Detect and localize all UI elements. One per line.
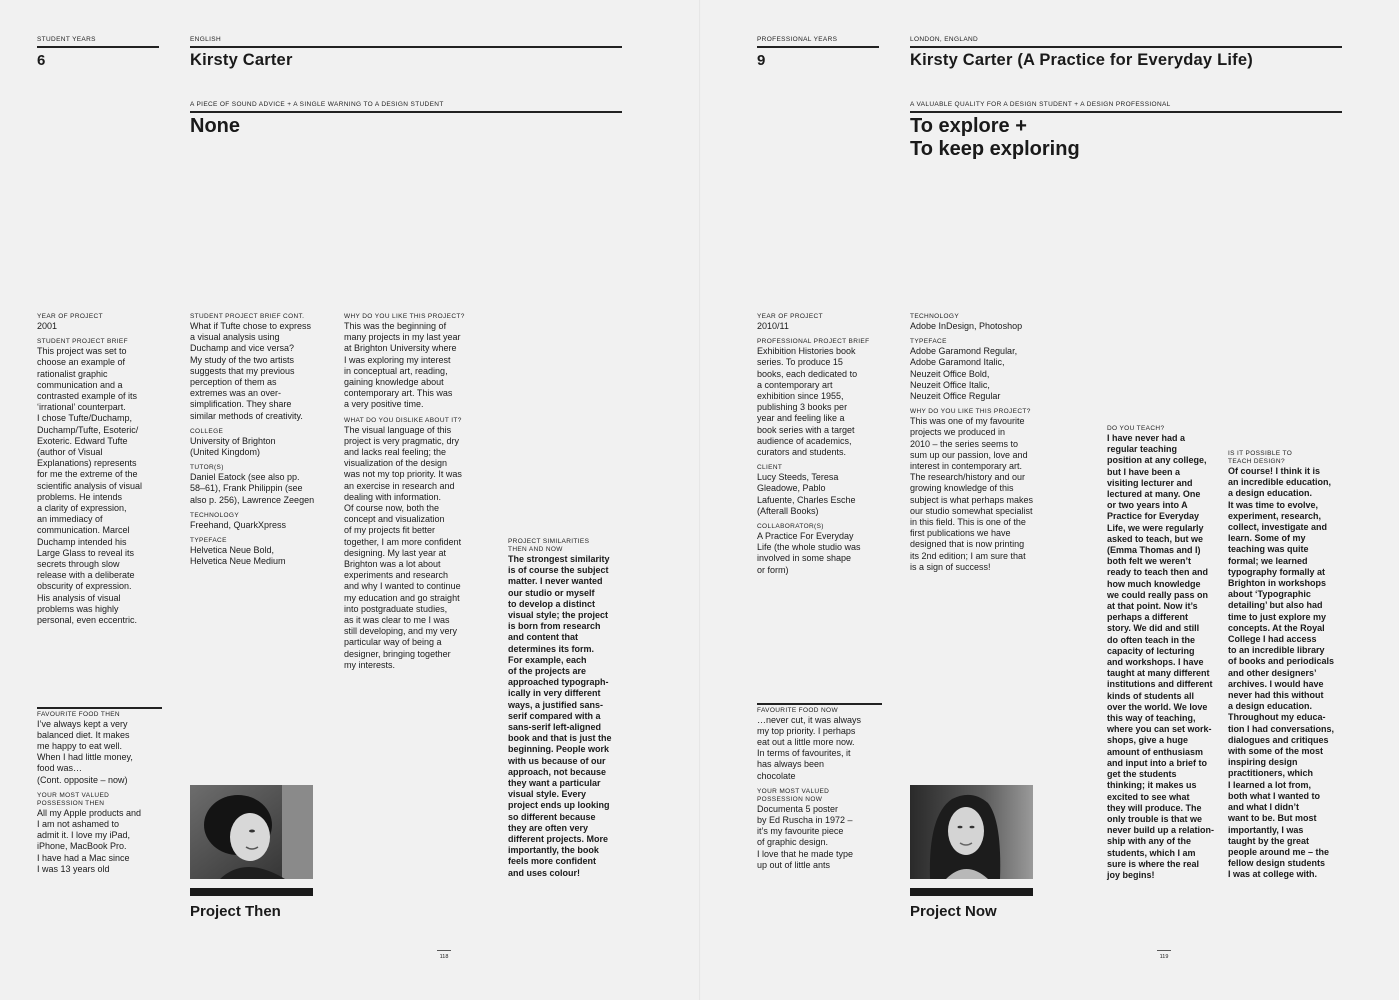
field-label: STUDENT PROJECT BRIEF (37, 338, 128, 346)
favourite-food-now (757, 707, 882, 782)
quality-block (910, 101, 1342, 161)
valued-possession-then (37, 792, 162, 875)
client (757, 464, 882, 517)
field-value: 2010/11 (757, 321, 789, 331)
field-label: WHAT DO YOU DISLIKE ABOUT IT? (344, 416, 462, 424)
field-value: This was the beginning of many projects in my last year at Brighton University where I was exploring my interest in conceptual art, reading, gaining knowledge about contemporary art. This was a very positive time. (344, 321, 461, 410)
quality-label: A VALUABLE QUALITY FOR A DESIGN STUDENT + A DESIGN PROFESSIONAL (910, 101, 1171, 108)
field-label: WHY DO YOU LIKE THIS PROJECT? (344, 313, 465, 320)
caption-bar (910, 888, 1033, 896)
field-value: This project was set to choose an example of rationalist graphic communication and a contrasted example of its ‘irrational’ counterpart. I chose Tufte/Duchamp, Duchamp/Tufte, Esoteric/ Exoteric. Edward Tufte (author of Visual Explanations) represents for me the extreme of the scientific analysis of visual problems. He intends a clarity of expression, an immediacy of communication. Marcel Duchamp intended his Large Glass to reveal its secrets through slow release with a deliberate obscurity of expression. His analysis of visual problems was highly personal, even eccentric. (37, 346, 143, 626)
caption-project-then: Project Then (190, 903, 281, 920)
field-value: Exhibition Histories book series. To produce 15 books, each dedicated to a contemporary art exhibition since 1955, publishing 3 books per year and feeling like a book series with a target audience of academics, curators and students. (757, 346, 858, 458)
field-label: TUTOR(S) (190, 464, 224, 472)
field-label: TECHNOLOGY (190, 511, 240, 519)
field-label: CLIENT (757, 464, 783, 472)
page-number-rule (437, 950, 451, 951)
field-value: The visual language of this project is very pragmatic, dry and lacks real feeling; the visualization of the design was not my top priority. It was an exercise in research and dealing with information. Of course now, both the concept and visualization of my projects fit better together, I am more confident designing. My last year at Brighton was a lot about experiments and research and why I wanted to continue my education and go straight into postgraduate studies, as it was clear to me I was still developing, and my very particular way of being a designer, bringing together my interests. (344, 424, 462, 670)
typeface (190, 537, 338, 567)
caption-bar (190, 888, 313, 896)
name-header-right (910, 36, 1342, 70)
field-label: YOUR MOST VALUED POSSESSION NOW (757, 787, 830, 803)
favourite-food-then (37, 711, 162, 786)
what-dislike (344, 417, 492, 671)
portrait-photo-now (910, 785, 1033, 879)
page-number-left (437, 950, 451, 960)
typeface (910, 338, 1060, 402)
field-value: Adobe InDesign, Photoshop (910, 321, 1023, 331)
collaborators (757, 523, 882, 576)
book-spine (699, 0, 701, 1000)
caption-project-now: Project Now (910, 903, 997, 920)
technology (910, 313, 1060, 332)
field-value: University of Brighton (United Kingdom) (190, 435, 276, 458)
field-label: IS IT POSSIBLE TO TEACH DESIGN? (1228, 450, 1293, 465)
brief-continued-column (190, 313, 338, 573)
project-details-column (757, 313, 882, 582)
field-value: Adobe Garamond Regular, Adobe Garamond Italic, Neuzeit Office Bold, Neuzeit Office Italic, Neuzeit Office Regular (910, 346, 1018, 402)
field-label: COLLEGE (190, 427, 224, 435)
year-of-project (37, 313, 162, 332)
professional-project-brief (757, 338, 882, 458)
field-value: A Practice For Everyday Life (the whole studio was involved in some shape or form) (757, 531, 861, 575)
section-header-professional (757, 36, 879, 69)
header-rule (910, 46, 1342, 48)
section-label: STUDENT YEARS (37, 36, 96, 43)
field-value: Helvetica Neue Bold, Helvetica Neue Medium (190, 545, 286, 567)
field-value: I have never had a regular teaching position at any college, but I have been a visiting lecturer and lectured at many. One or two years into A Practice for Everyday Life, we were regularly asked to teach, but we (Emma Thomas and I) both felt we weren’t ready to teach then and how much knowledge we could really pass on at that point. Now it’s perhaps a different story. We did and still do often teach in the capacity of lecturing and workshops. I have taught at many different institutions and different kinds of students all over the world. We love this way of teaching, where you can set work- shops, give a huge amount of enthusiasm and input into a brief to get the students thinking; it makes us excited to see what they will produce. The only trouble is that we never build up a relation- ship with any of the students, which I am sure is where the real joy begins! (1107, 433, 1215, 880)
section-number: 6 (37, 51, 46, 69)
field-value: Documenta 5 poster by Ed Ruscha in 1972 – it’s my favourite piece of graphic design. I love that he made type up out of little ants (757, 803, 854, 870)
field-label: YEAR OF PROJECT (757, 313, 823, 320)
field-value: I’ve always kept a very balanced diet. It makes me happy to eat well. When I had little money, food was… (Cont. opposite – now) (37, 718, 133, 785)
student-project-brief-cont (190, 313, 338, 422)
field-value: Daniel Eatock (see also pp. 58–61), Frank Philippin (see also p. 256), Lawrence Zeegen (190, 472, 315, 505)
field-label: FAVOURITE FOOD THEN (37, 710, 120, 718)
student-project-brief (37, 338, 162, 626)
page-number-right (1157, 950, 1171, 960)
personal-now-column (757, 703, 882, 877)
portrait-then-image (190, 785, 313, 879)
portrait-now-image (910, 785, 1033, 879)
name-header-left (190, 36, 622, 70)
advice-answer: None (190, 114, 240, 137)
location-label: LONDON, ENGLAND (910, 36, 979, 43)
field-value: What if Tufte chose to express a visual analysis using Duchamp and vice versa? My study of the two artists suggests that my previous perception of them as extremes was an over- simplification. They share similar methods of creativity. (190, 321, 312, 421)
why-like-project (344, 313, 492, 411)
opinion-column (344, 313, 492, 677)
person-name: Kirsty Carter (190, 50, 293, 69)
section-header-student (37, 36, 159, 69)
valued-possession-now (757, 788, 882, 871)
field-label: YEAR OF PROJECT (37, 313, 103, 320)
project-details-column (37, 313, 162, 632)
teach-design-column (1228, 450, 1348, 881)
field-value: Of course! I think it is an incredible education, a design education. It was time to evolve, experiment, research, collect, investigate and learn. Some of my teaching was quite formal; we learned typography formally at Brighton in workshops about ‘Typographic detailing’ but also had time to just explore my concepts. At the Royal College I had access to an incredible library of books and periodicals and other designers’ archives. I would have never had this without a design education. Throughout my educa- tion I had conversations, dialogues and critiques with some of the most inspiring design practitioners, which I learned a lot from, both what I wanted to and what I didn’t want to be. But most importantly, I was taught by the great people around me – the fellow design students I was at college with. (1228, 466, 1335, 880)
advice-rule (190, 111, 622, 113)
field-label: TECHNOLOGY (910, 313, 960, 320)
section-number: 9 (757, 51, 766, 69)
quality-rule (910, 111, 1342, 113)
field-value: This was one of my favourite projects we produced in 2010 – the series seems to sum up our passion, love and interest in contemporary art. The research/history and our growing knowledge of this subject is what perhaps makes our studio somewhat specialist in this field. This is one of the first publications we have designed that is now printing its 2nd edition; I am sure that is a sign of success! (910, 416, 1034, 572)
person-name: Kirsty Carter (A Practice for Everyday Life) (910, 50, 1253, 69)
section-label: PROFESSIONAL YEARS (757, 36, 838, 43)
header-rule (757, 46, 879, 48)
field-label: YOUR MOST VALUED POSSESSION THEN (37, 791, 110, 807)
why-like-project (910, 408, 1060, 573)
technology-column (910, 313, 1060, 579)
teaching-column (1107, 425, 1225, 881)
field-label: STUDENT PROJECT BRIEF CONT. (190, 313, 305, 320)
field-value: Freehand, QuarkXpress (190, 519, 287, 530)
field-label: PROJECT SIMILARITIES THEN AND NOW (508, 538, 590, 553)
field-label: WHY DO YOU LIKE THIS PROJECT? (910, 408, 1031, 416)
quality-answer-line1: To explore + (910, 114, 1027, 137)
field-value: 2001 (37, 321, 58, 331)
technology (190, 512, 338, 531)
page-number-text: 118 (439, 954, 449, 960)
college (190, 428, 338, 458)
field-label: PROFESSIONAL PROJECT BRIEF (757, 338, 870, 346)
field-value: All my Apple products and I am not ashamed to admit it. I love my iPad, iPhone, MacBook Pro. I have had a Mac since I was 13 years old (37, 807, 142, 874)
header-rule (190, 46, 622, 48)
year-of-project (757, 313, 882, 332)
language-label: ENGLISH (190, 36, 221, 43)
advice-label: A PIECE OF SOUND ADVICE + A SINGLE WARNING TO A DESIGN STUDENT (190, 101, 444, 108)
section-rule (757, 703, 882, 705)
section-rule (37, 707, 162, 709)
quality-answer-line2: To keep exploring (910, 137, 1080, 160)
field-value: …never cut, it was always my top priority. I perhaps eat out a little more now. In terms of favourites, it has always been chocolate (757, 714, 862, 781)
similarities-column (508, 538, 626, 879)
field-label: TYPEFACE (190, 537, 227, 545)
field-value: Lucy Steeds, Teresa Gleadowe, Pablo Lafuente, Charles Esche (Afterall Books) (757, 472, 856, 516)
field-label: FAVOURITE FOOD NOW (757, 706, 838, 714)
portrait-photo-then (190, 785, 313, 879)
header-rule (37, 46, 159, 48)
page-number-text: 119 (1159, 954, 1169, 960)
tutors (190, 464, 338, 506)
advice-block (190, 101, 622, 138)
field-value: The strongest similarity is of course the subject matter. I never wanted our studio or myself to develop a distinct visual style; the project is born from research and content that determines its form. For example, each of the projects are approached typograph- ically in very different ways, a justified sans- serif compared with a sans-serif left-aligned book and that is just the beginning. People work with us because of our approach, not because they want a particular visual style. Every project ends up looking so different because they are often very different projects. More importantly, the book feels more confident and uses colour! (508, 554, 612, 878)
field-label: DO YOU TEACH? (1107, 425, 1165, 432)
page-number-rule (1157, 950, 1171, 951)
personal-then-column (37, 707, 162, 881)
field-label: TYPEFACE (910, 338, 947, 346)
field-label: COLLABORATOR(S) (757, 523, 824, 531)
